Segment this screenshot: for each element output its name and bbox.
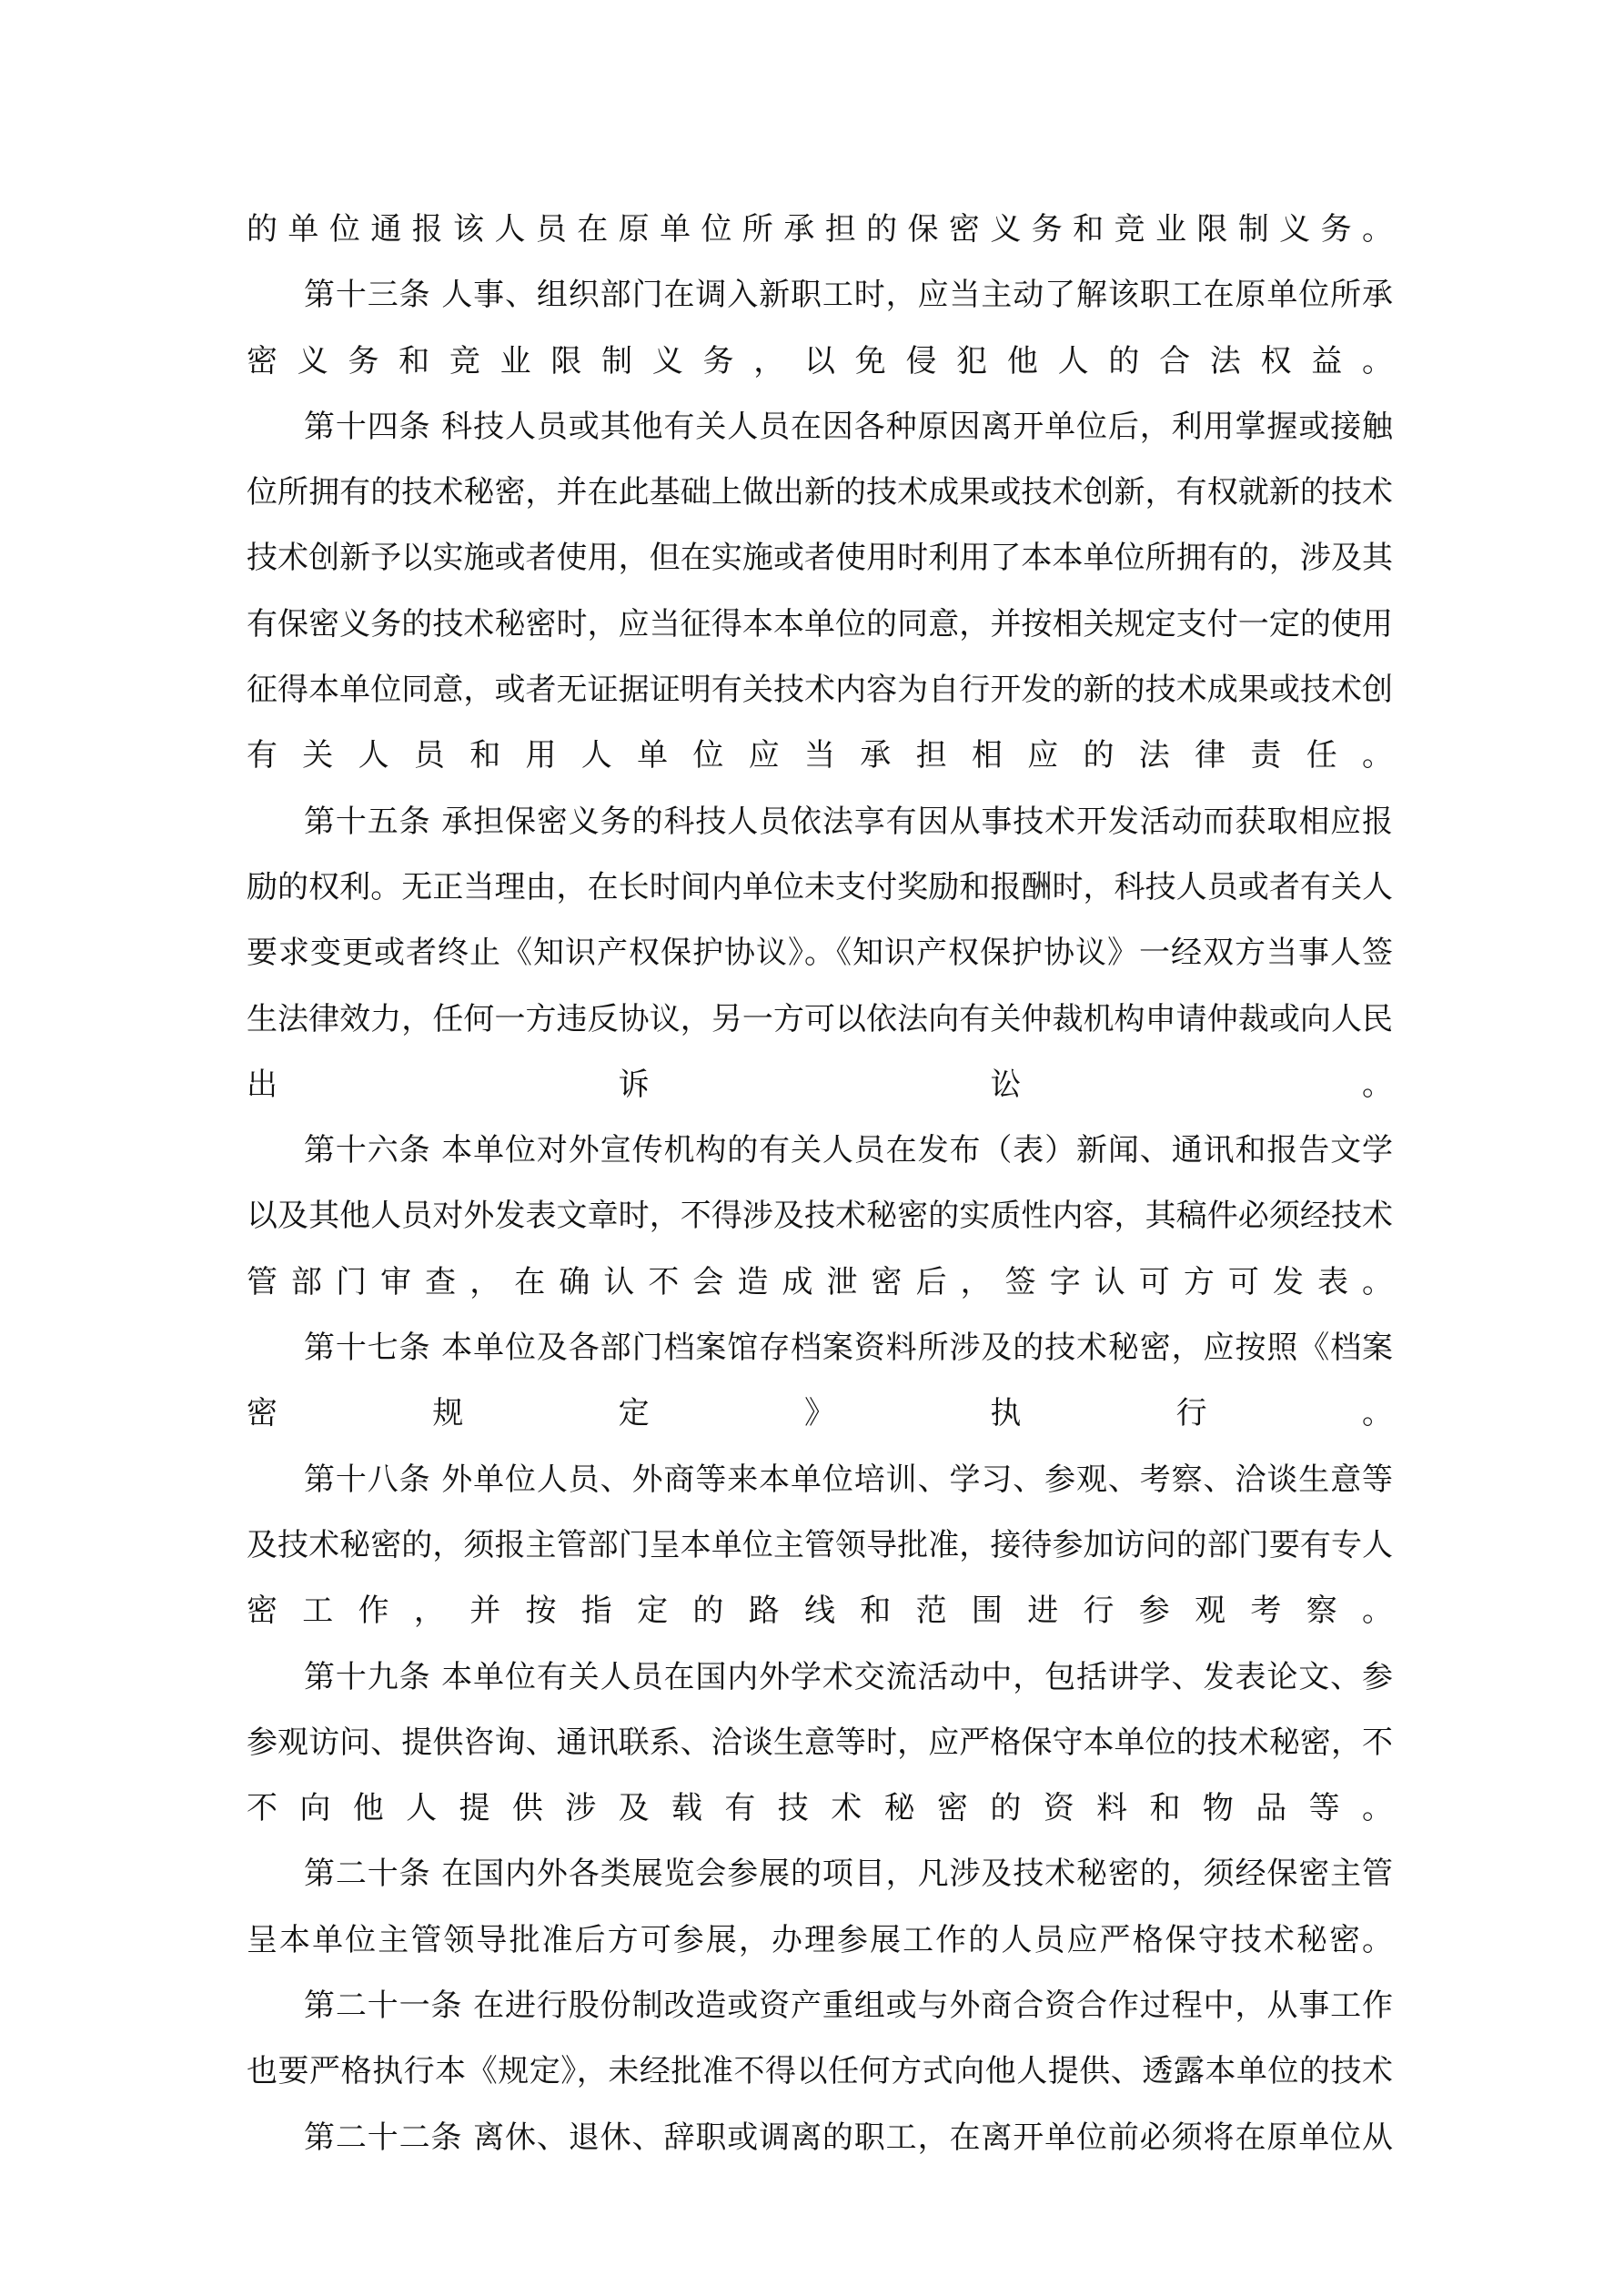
text-line: 密义务和竞业限制义务，以免侵犯他人的合法权益。	[247, 342, 1393, 379]
text-line: 第二十一条 在进行股份制改造或资产重组或与外商合资合作过程中，从事工作	[304, 1988, 1393, 2025]
text-line: 第十九条 本单位有关人员在国内外学术交流活动中，包括讲学、发表论文、参	[304, 1658, 1393, 1695]
text-line: 以及其他人员对外发表文章时，不得涉及技术秘密的实质性内容，其稿件必须经技术	[247, 1198, 1393, 1235]
text-line: 第十三条 人事、组织部门在调入新职工时，应当主动了解该职工在原单位所承	[304, 277, 1393, 314]
text-line: 要求变更或者终止《知识产权保护协议》。《知识产权保护协议》一经双方当事人签	[247, 935, 1393, 972]
paragraph	[247, 1118, 1393, 1315]
text-line: 不向他人提供涉及载有技术秘密的资料和物品等。	[247, 1790, 1393, 1827]
text-line: 第十八条 外单位人员、外商等来本单位培训、学习、参观、考察、洽谈生意等	[304, 1461, 1393, 1498]
paragraph	[247, 1315, 1393, 1447]
text-line: 第十七条 本单位及各部门档案馆存档案资料所涉及的技术秘密，应按照《档案	[304, 1330, 1393, 1367]
text-line: 有关人员和用人单位应当承担相应的法律责任。	[247, 737, 1393, 774]
text-line: 技术创新予以实施或者使用，但在实施或者使用时利用了本本单位所拥有的，涉及其	[247, 540, 1393, 577]
text-line: 呈本单位主管领导批准后方可参展，办理参展工作的人员应严格保守技术秘密。	[247, 1921, 1393, 1958]
text-line: 第二十二条 离休、退休、辞职或调离的职工，在离开单位前必须将在原单位从	[304, 2119, 1393, 2156]
paragraph	[247, 197, 1393, 262]
text-line: 密规定》执行。	[247, 1395, 1393, 1432]
text-line: 征得本单位同意，或者无证据证明有关技术内容为自行开发的新的技术成果或技术创	[247, 672, 1393, 709]
text-line: 参观访问、提供咨询、通讯联系、洽谈生意等时，应严格保守本单位的技术秘密，不	[247, 1724, 1393, 1761]
text-line: 第十六条 本单位对外宣传机构的有关人员在发布（表）新闻、通讯和报告文学	[304, 1132, 1393, 1169]
paragraph	[247, 1644, 1393, 1842]
paragraph	[247, 394, 1393, 789]
paragraph	[247, 262, 1393, 394]
text-line: 出诉讼。	[247, 1066, 1393, 1103]
paragraph	[247, 789, 1393, 1118]
text-line: 也要严格执行本《规定》，未经批准不得以任何方式向他人提供、透露本单位的技术	[247, 2053, 1393, 2090]
text-line: 第十四条 科技人员或其他有关人员在因各种原因离开单位后，利用掌握或接触	[304, 408, 1393, 445]
text-line: 有保密义务的技术秘密时，应当征得本本单位的同意，并按相关规定支付一定的使用	[247, 605, 1393, 642]
paragraph	[247, 1973, 1393, 2105]
text-line: 及技术秘密的，须报主管部门呈本单位主管领导批准，接待参加访问的部门要有专人	[247, 1526, 1393, 1563]
text-line: 位所拥有的技术秘密，并在此基础上做出新的技术成果或技术创新，有权就新的技术	[247, 474, 1393, 511]
document-body	[247, 197, 1393, 2170]
text-line: 生法律效力，任何一方违反协议，另一方可以依法向有关仲裁机构申请仲裁或向人民	[247, 1000, 1393, 1037]
text-line: 密工作，并按指定的路线和范围进行参观考察。	[247, 1593, 1393, 1630]
text-line: 第二十条 在国内外各类展览会参展的项目，凡涉及技术秘密的，须经保密主管	[304, 1856, 1393, 1893]
text-line: 第十五条 承担保密义务的科技人员依法享有因从事技术开发活动而获取相应报	[304, 803, 1393, 840]
text-line: 的单位通报该人员在原单位所承担的保密义务和竞业限制义务。	[247, 211, 1393, 248]
paragraph	[247, 1447, 1393, 1644]
paragraph	[247, 1841, 1393, 1973]
paragraph	[247, 2105, 1393, 2170]
text-line: 励的权利。无正当理由，在长时间内单位未支付奖励和报酬时，科技人员或者有关人	[247, 868, 1393, 905]
text-line: 管部门审查，在确认不会造成泄密后，签字认可方可发表。	[247, 1263, 1393, 1300]
